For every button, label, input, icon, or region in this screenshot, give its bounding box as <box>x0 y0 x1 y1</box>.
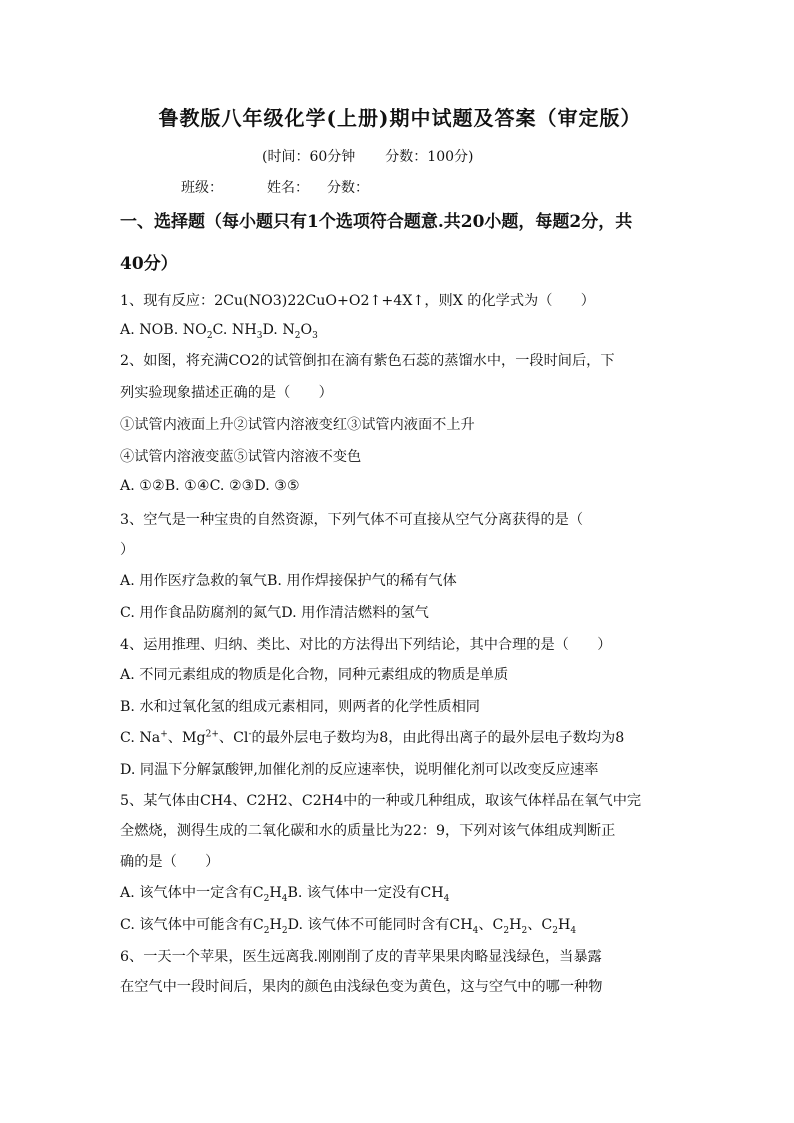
class-label: 班级： <box>181 180 223 196</box>
exam-info <box>262 146 473 166</box>
section-heading-line-2: 40分） <box>120 254 178 274</box>
q1-options: A. NOB. $NO_2C$. $NH_3D$. $N_2O_3$ <box>120 322 318 341</box>
q2-items-2: ④试管内溶液变蓝⑤试管内溶液不变色 <box>120 449 362 465</box>
q5-stem-1: 5、某气体由CH4、C2H2、C2H4中的一种或几种组成，取该气体样品在氧气中完 <box>120 793 642 809</box>
q3-stem-1: 3、空气是一种宝贵的自然资源，下列气体不可直接从空气分离获得的是（ <box>120 512 584 528</box>
score-label: 分数： <box>327 180 369 196</box>
q3-stem-2: ） <box>120 542 135 558</box>
q2-options: A. ①②B. ①④C. ②③D. ③⑤ <box>120 478 300 494</box>
q4-option-a: A. 不同元素组成的物质是化合物，同种元素组成的物质是单质 <box>120 667 509 683</box>
section-heading-line-1: 一、选择题（每小题只有1个选项符合题意.共20小题，每题2分，共 <box>120 212 633 232</box>
q4-option-c: C. Na+、$Mg^{2+}$、Cl-的最外层电子数均为8，由此得出离子的最外层电子数均为8 <box>120 729 625 746</box>
q6-stem-1: 6、一天一个苹果，医生远离我.刚刚削了皮的青苹果果肉略显浅绿色，当暴露 <box>120 949 602 965</box>
q5-stem-3: 确的是（ ） <box>120 854 220 870</box>
q2-items-1: ①试管内液面上升②试管内溶液变红③试管内液面不上升 <box>120 417 475 433</box>
q2-stem-2: 列实验现象描述正确的是（ ） <box>120 385 333 401</box>
q5-options-ab: A. 该气体中一定含有$C_2H_4B$. 该气体中一定没有$CH_4$ <box>120 885 450 904</box>
q6-stem-2: 在空气中一段时间后，果肉的颜色由浅绿色变为黄色，这与空气中的哪一种物 <box>120 979 603 995</box>
q2-stem-1: 2、如图，将充满CO2的试管倒扣在滴有紫色石蕊的蒸馏水中，一段时间后，下 <box>120 353 615 369</box>
q1-stem: 1、现有反应：2Cu(NO3)22CuO+O2↑+4X↑，则X 的化学式为（ ） <box>120 293 595 309</box>
q3-options-ab: A. 用作医疗急救的氧气B. 用作焊接保护气的稀有气体 <box>120 573 457 589</box>
score-info: 分数：100分) <box>385 149 474 165</box>
q5-stem-2: 全燃烧，测得生成的二氧化碳和水的质量比为22：9，下列对该气体组成判断正 <box>120 823 616 839</box>
q4-option-b: B. 水和过氧化氢的组成元素相同，则两者的化学性质相同 <box>120 699 480 715</box>
q3-options-cd: C. 用作食品防腐剂的氮气D. 用作清洁燃料的氢气 <box>120 605 429 621</box>
page-title: 鲁教版八年级化学(上册)期中试题及答案（审定版） <box>158 106 642 130</box>
q4-stem: 4、运用推理、归纳、类比、对比的方法得出下列结论，其中合理的是（ ） <box>120 637 612 653</box>
student-info <box>181 177 369 197</box>
q4-option-d: D. 同温下分解氯酸钾,加催化剂的反应速率快，说明催化剂可以改变反应速率 <box>120 762 599 778</box>
name-label: 姓名： <box>267 180 309 196</box>
q5-options-cd: C. 该气体中可能含有$C_2H_2D$. 该气体不可能同时含有$CH_4$、$C_2H_2$、$C_2H_4$ <box>120 917 577 936</box>
time-info: (时间：60分钟 <box>262 149 356 165</box>
